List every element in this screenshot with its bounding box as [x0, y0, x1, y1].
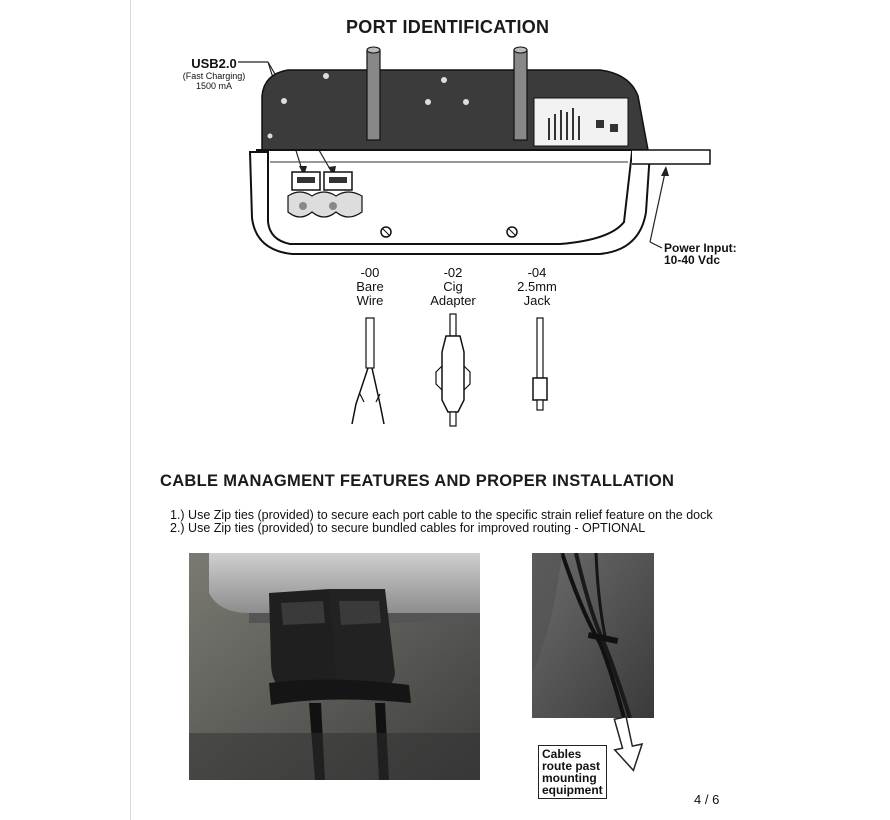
cable-management-title: CABLE MANAGMENT FEATURES AND PROPER INSTALLATION	[160, 472, 675, 490]
option-line1: Cig	[443, 279, 463, 294]
mounting-post-left-top	[367, 47, 380, 53]
jack-cable	[537, 318, 543, 378]
usb-port-2-slot	[329, 177, 347, 183]
strain-relief-hole	[299, 202, 307, 210]
top-hole	[268, 134, 273, 139]
callout-line: route past	[542, 759, 601, 773]
power-input-label	[664, 242, 737, 266]
strain-relief-hole	[329, 202, 337, 210]
cables-route-callout	[538, 745, 607, 799]
mounting-post-right	[514, 50, 527, 140]
down-arrow-icon	[610, 715, 650, 775]
option-cig-adapter	[423, 266, 483, 308]
cig-adapter-tip	[450, 412, 456, 426]
callout-line: Cables	[542, 747, 582, 761]
label-symbol	[610, 124, 618, 132]
port-identification-title: PORT IDENTIFICATION	[346, 17, 550, 37]
bare-wire-cable	[366, 318, 374, 368]
top-hole	[281, 98, 287, 104]
power-cable	[632, 150, 710, 164]
cig-adapter-cable	[450, 314, 456, 336]
option-bare-wire	[340, 266, 400, 308]
instruction-2: 2.) Use Zip ties (provided) to secure bundled cables for improved routing - OPTIONAL	[170, 521, 646, 535]
option-code: -02	[443, 265, 463, 280]
option-code: -00	[360, 265, 380, 280]
cable-routing-photo	[532, 553, 654, 718]
instruction-1: 1.) Use Zip ties (provided) to secure each port cable to the specific strain relief feature on the dock	[170, 508, 713, 522]
usb-name: USB2.0	[191, 56, 237, 71]
strain-relief-feature	[288, 192, 362, 217]
option-line1: Bare	[356, 279, 384, 294]
barcode-bar	[554, 114, 556, 140]
page-number: 4 / 6	[694, 792, 720, 807]
usb-current: 1500 mA	[195, 81, 233, 91]
strain-relief-photo	[189, 553, 480, 780]
bare-wire-strip	[360, 394, 380, 402]
top-hole	[441, 77, 447, 83]
option-jack	[507, 266, 567, 308]
usb-note: (Fast Charging)	[182, 71, 246, 81]
power-leader-line	[650, 168, 666, 242]
option-line1: 2.5mm	[517, 279, 557, 294]
mounting-post-left	[367, 50, 380, 140]
barcode-bar	[572, 108, 574, 140]
strain-relief-photo-art	[189, 553, 480, 780]
barcode-bar	[566, 112, 568, 140]
option-line2: Wire	[356, 293, 384, 308]
label-symbol	[596, 120, 604, 128]
barcode-bar	[560, 110, 562, 140]
usb-port-1-slot	[297, 177, 315, 183]
callout-line: equipment	[542, 783, 603, 797]
cig-adapter-body	[442, 336, 464, 412]
option-line2: Adapter	[430, 293, 476, 308]
top-hole	[425, 99, 431, 105]
power-input-line2: 10-40 Vdc	[664, 253, 721, 267]
power-arrowhead	[661, 166, 669, 176]
top-hole	[323, 73, 329, 79]
option-code: -04	[527, 265, 547, 280]
callout-line: mounting	[542, 771, 597, 785]
option-line2: Jack	[523, 293, 551, 308]
barcode-bar	[548, 118, 550, 140]
mounting-post-right-top	[514, 47, 527, 53]
cable-routing-photo-art	[532, 553, 654, 718]
jack-plug-body	[533, 378, 547, 400]
power-leader-line	[650, 242, 662, 248]
barcode-bar	[578, 116, 580, 140]
power-input-line1: Power Input:	[664, 241, 737, 255]
top-hole	[463, 99, 469, 105]
jack-plug-tip	[537, 400, 543, 410]
